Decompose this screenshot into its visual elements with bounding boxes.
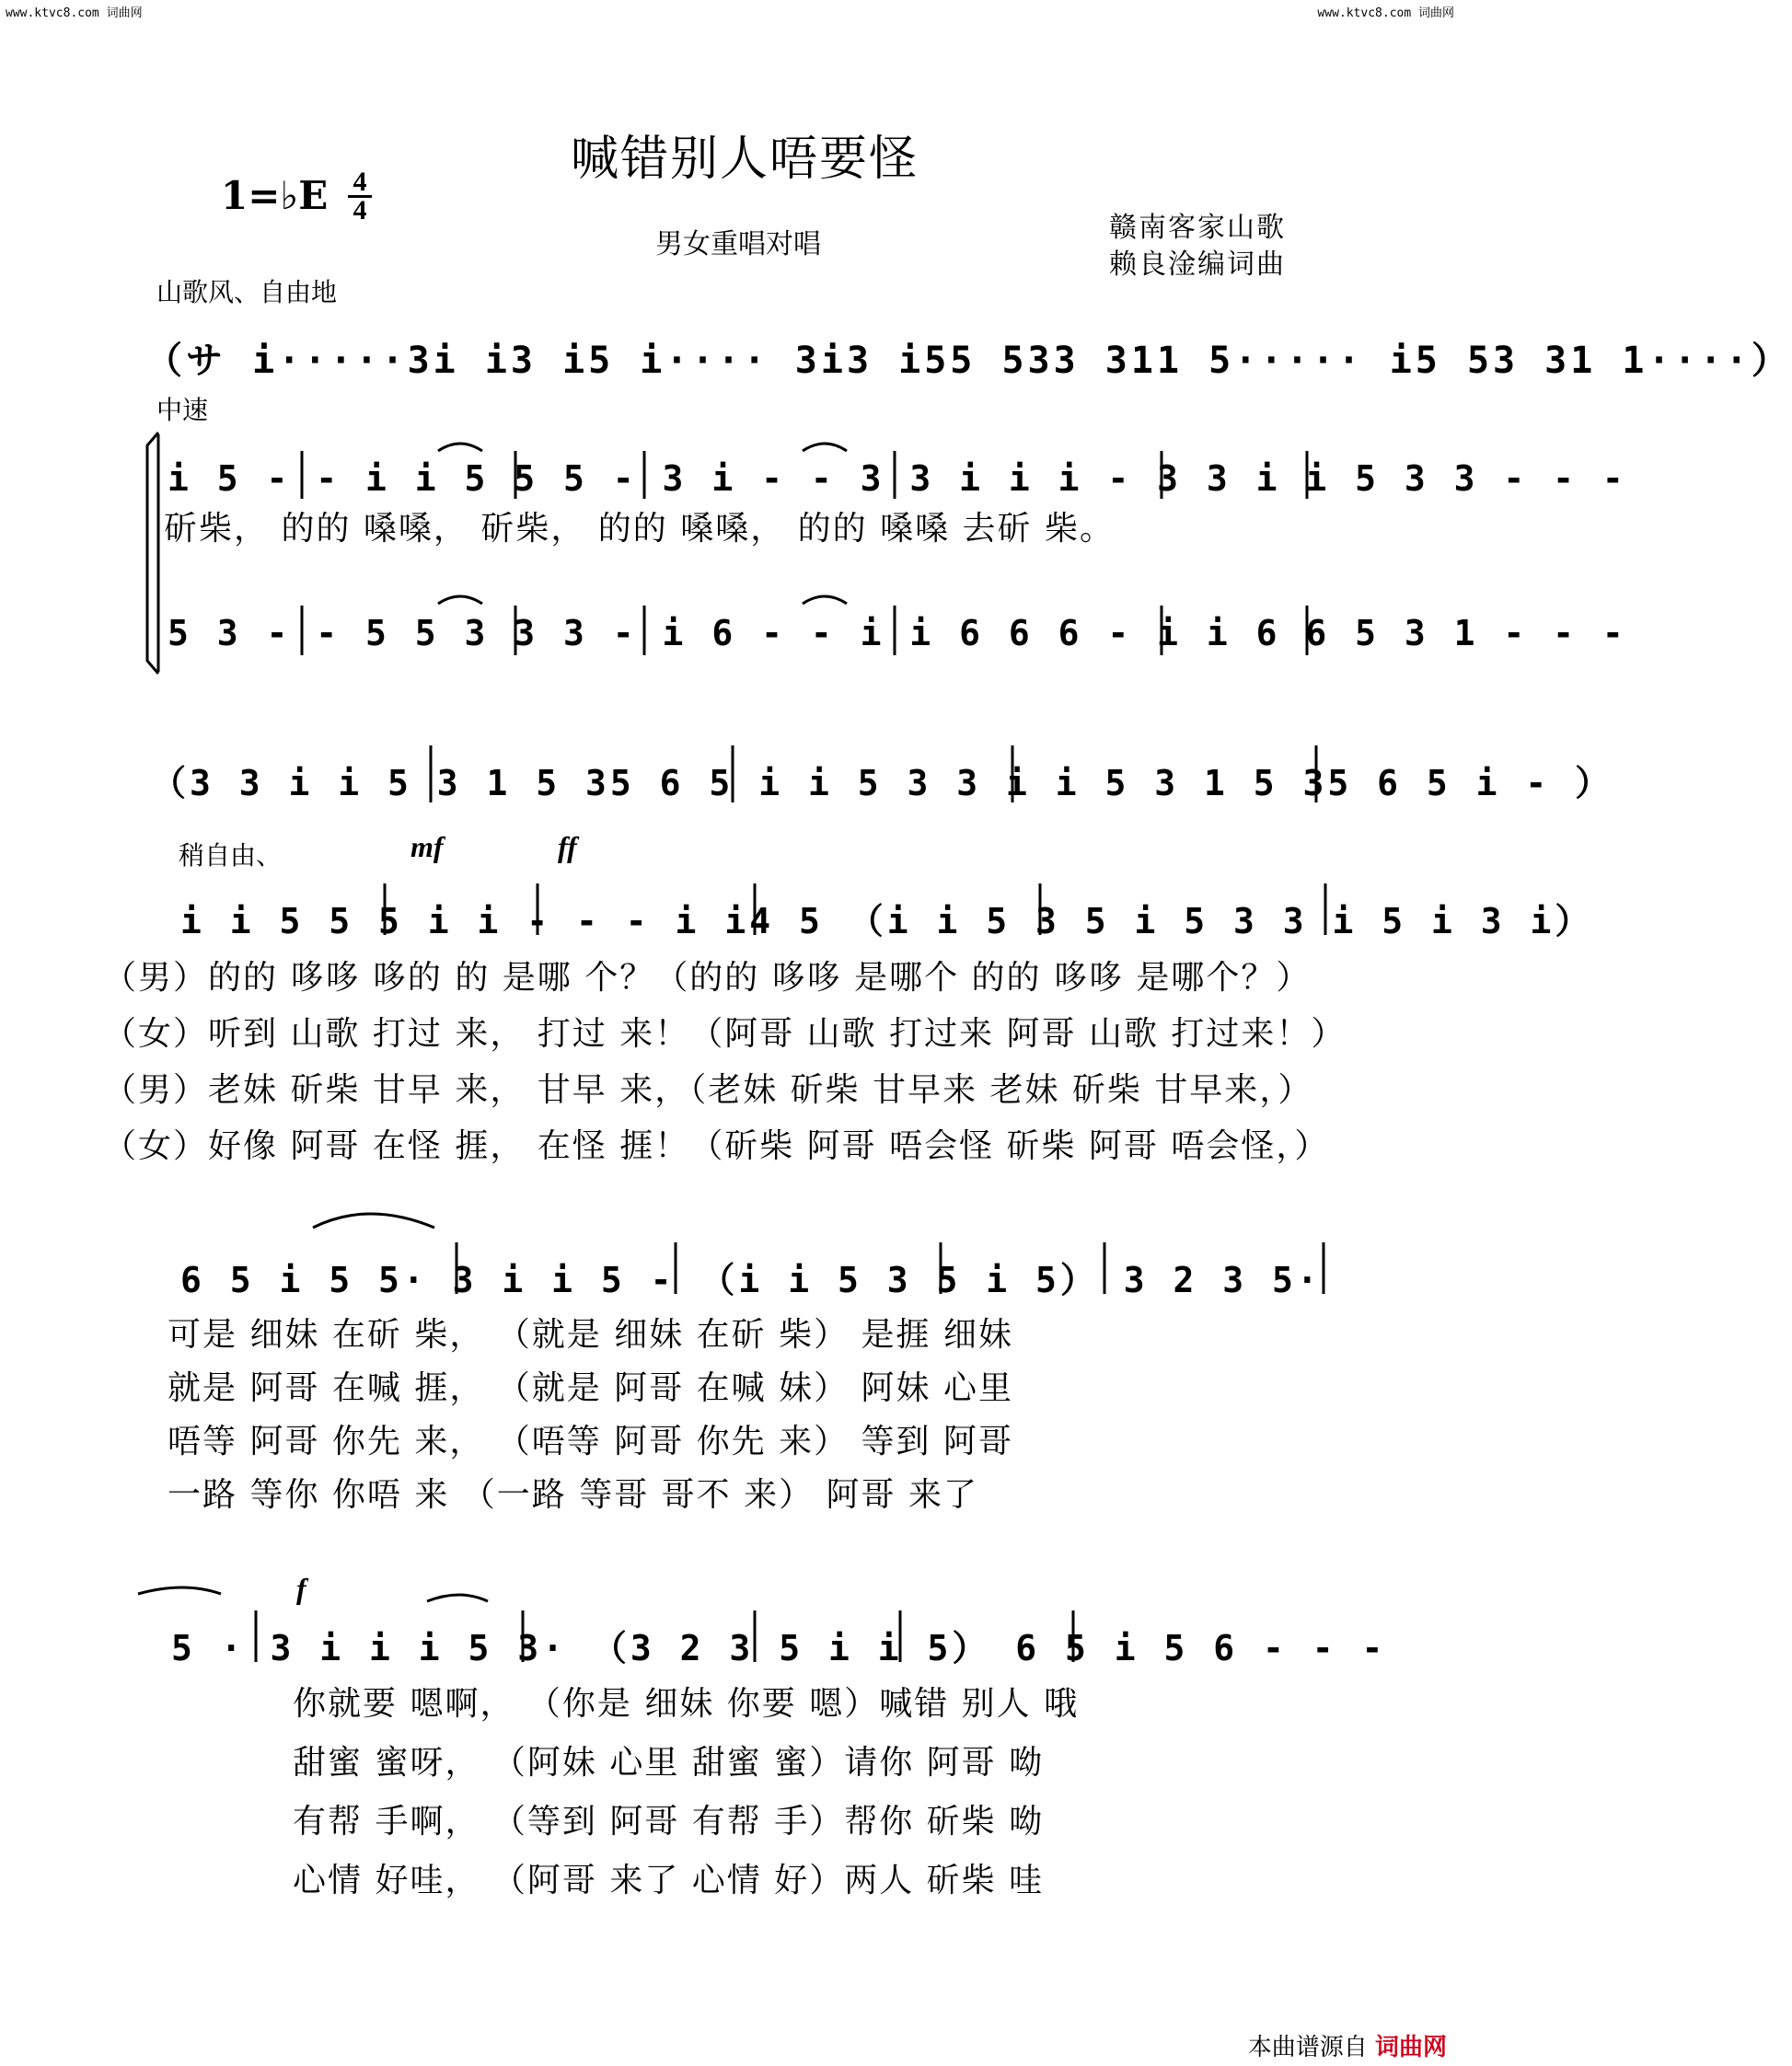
verse-notation: i i 5 5 5 i i - - - i i4 5 （i i 5 3 5 i 5 3 3 i 5 i 3 i）	[180, 901, 1594, 941]
chorus-lyric-line: 一路 等你 你唔 来 （一路 等哥 哥不 来） 阿哥 来了	[168, 1476, 978, 1514]
interlude-notation: （3 3 i i 5 3 1 5 35 6 5 i i 5 3 3 i i 5 3 1 5 35 6 5 i - ）	[151, 763, 1614, 803]
verse-lyric-line: （男）的的 哆哆 哆的 的 是哪 个？（的的 哆哆 是哪个 的的 哆哆 是哪个？）	[103, 959, 1312, 997]
song-origin: 赣南客家山歌	[1109, 212, 1286, 244]
performance-type: 男女重唱对唱	[655, 228, 821, 260]
tempo-marking-medium: 中速	[156, 395, 209, 425]
song-author: 赖良淦编词曲	[1109, 248, 1286, 281]
system-bracket	[147, 433, 158, 674]
song-title: 喊错别人唔要怪	[571, 132, 919, 187]
chorus-lyric-line: 唔等 阿哥 你先 来， （唔等 阿哥 你先 来） 等到 阿哥	[168, 1423, 1013, 1460]
key-signature: 1=♭E	[221, 173, 329, 218]
tempo-marking-free: 山歌风、自由地	[156, 277, 338, 307]
site-watermark-right: www.ktvc8.com 词曲网	[1317, 6, 1454, 20]
dynamic-mf: mf	[410, 830, 444, 863]
source-brand: 词曲网	[1374, 2034, 1447, 2061]
time-signature-bottom: 4	[353, 195, 367, 225]
ending-notation: 5 · 3 i i i 5 3· （3 2 3 5 i i 5） 6 5 i 5 6 - - -	[171, 1628, 1387, 1668]
intro-notation: （サ i·····3i i3 i5 i···· 3i3 i55 533 311 5····· i5 53 31 1····）	[145, 340, 1792, 382]
chorus-lyric-line: 就是 阿哥 在喊 捱， （就是 阿哥 在喊 妹） 阿妹 心里	[168, 1369, 1013, 1407]
dynamic-f: f	[296, 1572, 306, 1605]
source-label: 本曲谱源自	[1247, 2034, 1368, 2061]
upper-voice-notation: i 5 - - i i 5 5 5 - 3 i - - 3 3 i i i - 3 3 i i 5 3 3 - - -	[168, 458, 1627, 499]
chorus-notation: 6 5 i 5 5· 3 i i 5 - （i i 5 3 5 i 5） 3 2 3 5·	[180, 1260, 1322, 1300]
time-signature-top: 4	[353, 167, 367, 197]
verse-lyric-line: （男）老妹 斫柴 甘早 来， 甘早 来，（老妹 斫柴 甘早来 老妹 斫柴 甘早来，）	[103, 1071, 1313, 1109]
ending-lyric-line: 有帮 手啊， （等到 阿哥 有帮 手）帮你 斫柴 呦	[293, 1803, 1045, 1841]
lower-voice-notation: 5 3 - - 5 5 3 3 3 - i 6 - - i i 6 6 6 - i i 6 6 5 3 1 - - -	[168, 613, 1627, 653]
verse-lyric-line: （女）听到 山歌 打过 来， 打过 来！（阿哥 山歌 打过来 阿哥 山歌 打过来！）	[103, 1015, 1347, 1053]
site-watermark-left: www.ktvc8.com 词曲网	[6, 6, 143, 20]
tempo-marking-rubato: 稍自由、	[179, 840, 283, 871]
upper-voice-lyrics: 斫柴， 的的 嗓嗓， 斫柴， 的的 嗓嗓， 的的 嗓嗓 去斫 柴。	[164, 510, 1115, 548]
dynamic-ff: ff	[558, 830, 577, 863]
ending-lyric-line: 你就要 嗯啊， （你是 细妹 你要 嗯）喊错 别人 哦	[293, 1685, 1080, 1723]
verse-lyric-line: （女）好像 阿哥 在怪 捱， 在怪 捱！（斫柴 阿哥 唔会怪 斫柴 阿哥 唔会怪，）	[103, 1127, 1330, 1165]
ending-lyric-line: 甜蜜 蜜呀， （阿妹 心里 甜蜜 蜜）请你 阿哥 呦	[293, 1744, 1045, 1782]
ending-lyric-line: 心情 好哇， （阿哥 来了 心情 好）两人 斫柴 哇	[293, 1862, 1045, 1899]
chorus-lyric-line: 可是 细妹 在斫 柴， （就是 细妹 在斫 柴） 是捱 细妹	[168, 1316, 1013, 1354]
